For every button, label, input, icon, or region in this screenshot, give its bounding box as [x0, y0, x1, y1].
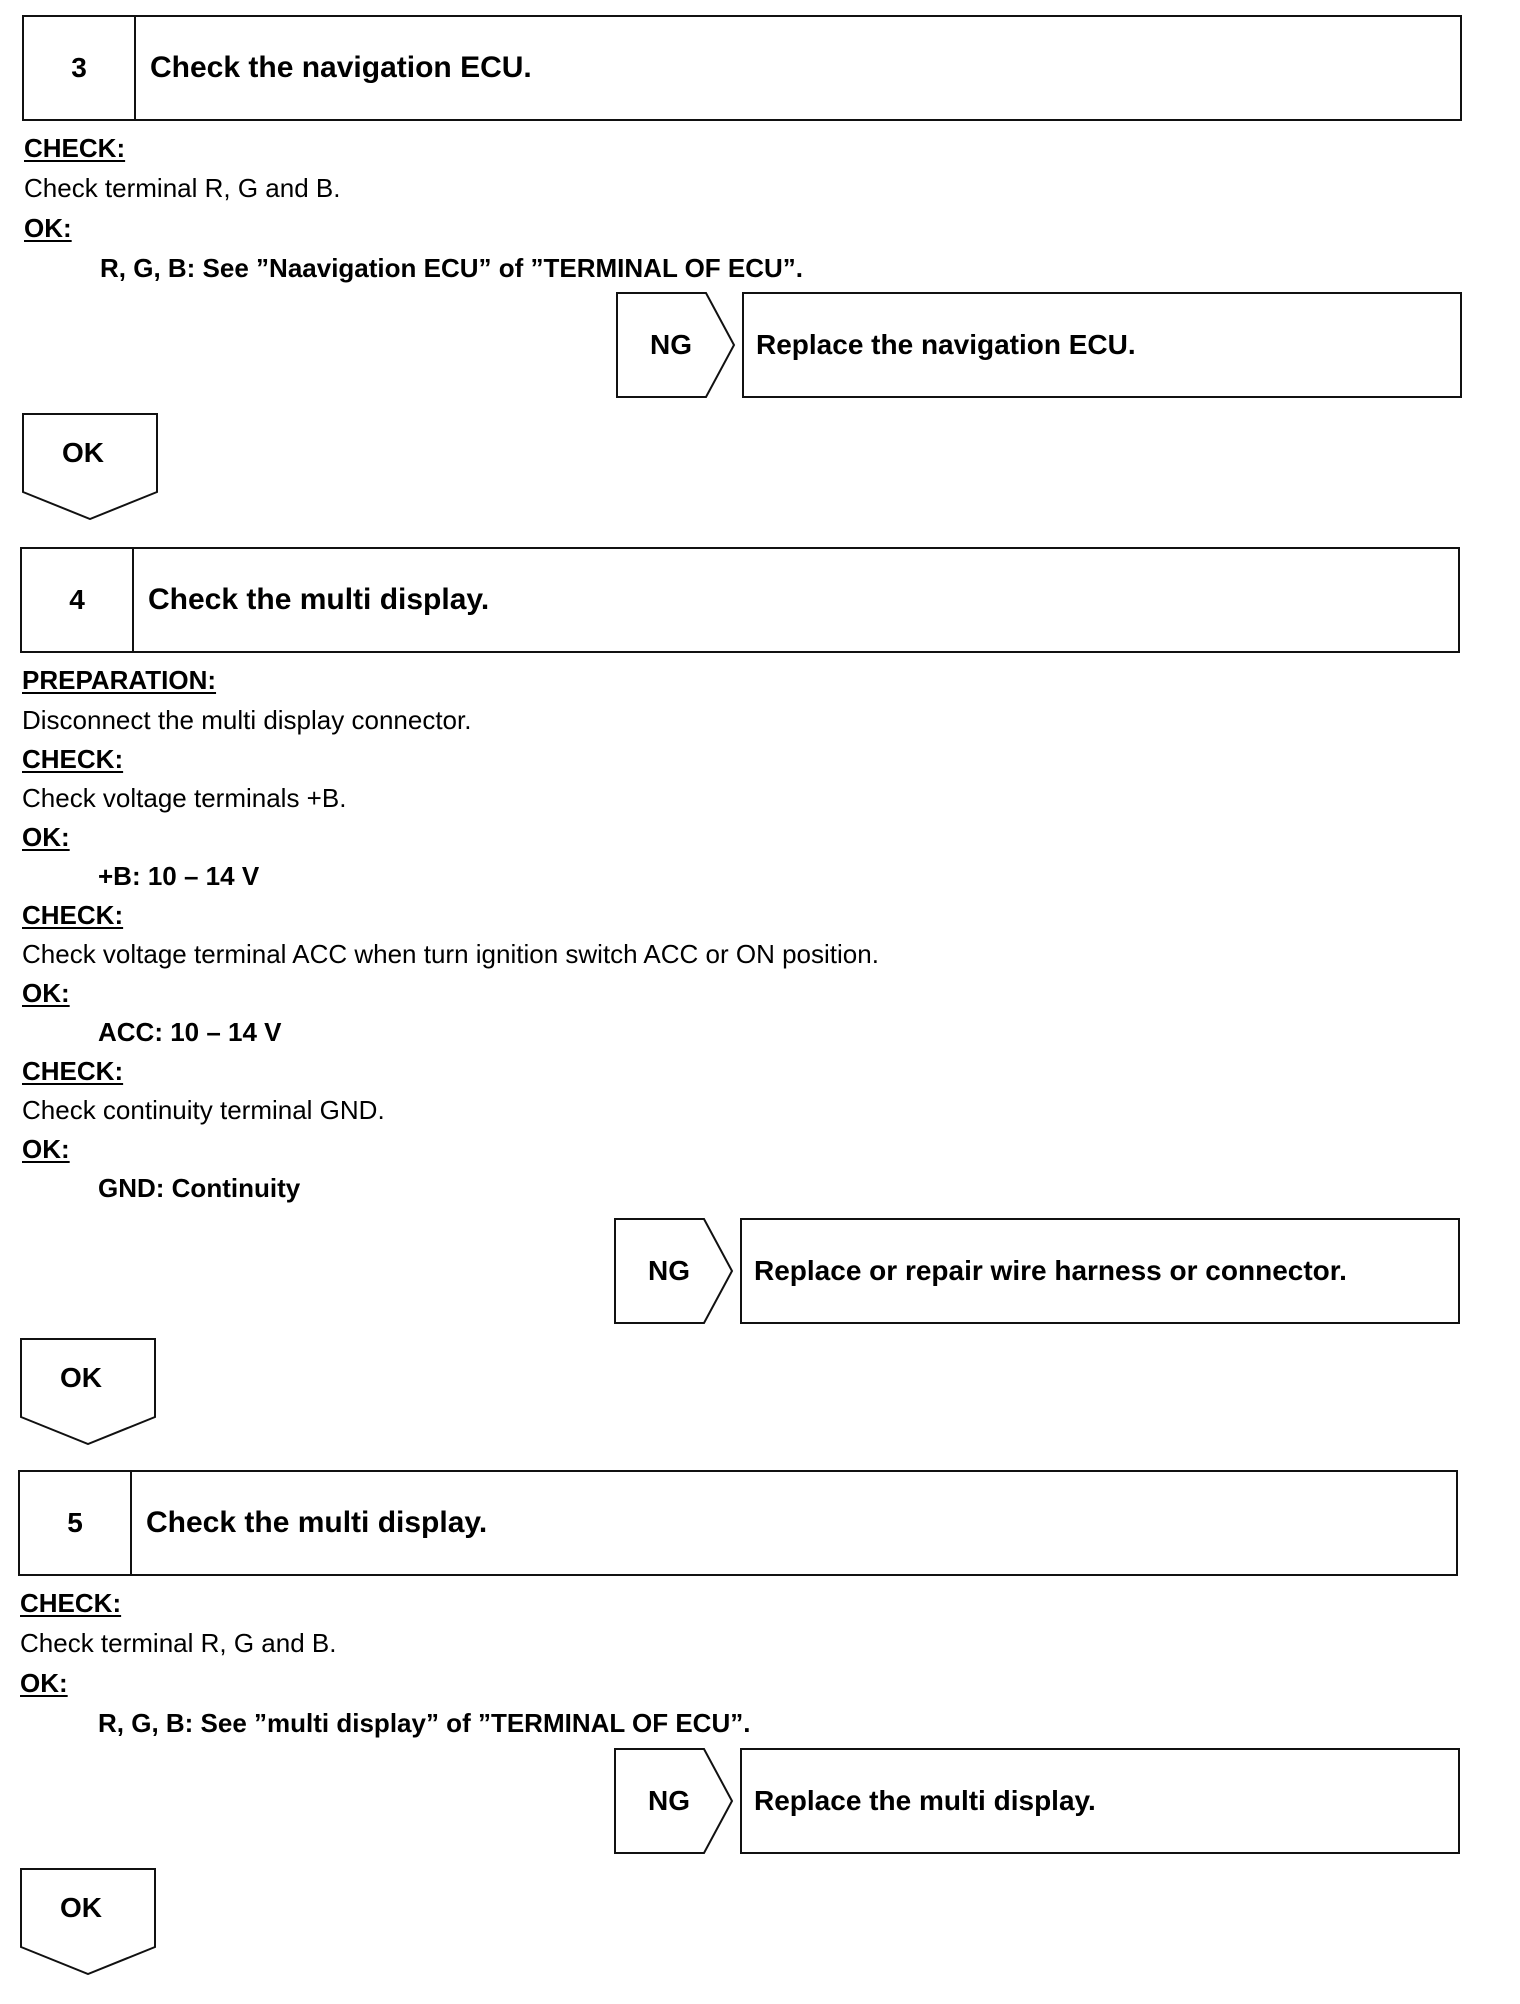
step-4-number: 4: [22, 549, 134, 651]
step-3-ok-spec: R, G, B: See ”Naavigation ECU” of ”TERMINAL OF ECU”.: [100, 253, 804, 283]
step-4-prep-label: PREPARATION:: [22, 665, 217, 695]
step-4-ng-arrow: [614, 1218, 734, 1324]
step-5-ok-arrow-label: OK: [60, 1892, 102, 1923]
step-4-ok1-spec: +B: 10 – 14 V: [98, 861, 260, 891]
step-4-ok3-spec: GND: Continuity: [98, 1173, 301, 1203]
step-4-check3-label: CHECK:: [22, 1056, 124, 1086]
step-4-ng-action: Replace or repair wire harness or connector.: [754, 1255, 1347, 1286]
step-4-check1-label: CHECK:: [22, 744, 124, 774]
step-3-ok-arrow-label: OK: [62, 437, 104, 468]
step-4-title: Check the multi display.: [148, 583, 490, 616]
step-3-check-text: Check terminal R, G and B.: [24, 173, 341, 203]
step-4-check1-text: Check voltage terminals +B.: [22, 783, 347, 813]
step-4-ok3-label: OK:: [22, 1134, 70, 1164]
step-5-ng-action: Replace the multi display.: [754, 1785, 1096, 1816]
step-5-ok-spec: R, G, B: See ”multi display” of ”TERMINAL OF ECU”.: [98, 1708, 751, 1738]
step-5-check-label: CHECK:: [20, 1588, 122, 1618]
step-4-check2-label: CHECK:: [22, 900, 124, 930]
step-4-ok1-label: OK:: [22, 822, 70, 852]
step-4-header: [20, 547, 1460, 653]
step-4-check3-text: Check continuity terminal GND.: [22, 1095, 385, 1125]
step-5-header: [18, 1470, 1458, 1576]
step-4-ok2-label: OK:: [22, 978, 70, 1008]
step-4-check2-text: Check voltage terminal ACC when turn ignition switch ACC or ON position.: [22, 939, 879, 969]
step-5-ng-label: NG: [648, 1785, 690, 1816]
step-5-ok-label: OK:: [20, 1668, 68, 1698]
step-3-title: Check the navigation ECU.: [150, 51, 532, 84]
step-3-ng-label: NG: [650, 329, 692, 360]
step-5-ng-arrow: [614, 1748, 734, 1854]
step-5-ng-action-box: [740, 1748, 1460, 1854]
step-5-check-text: Check terminal R, G and B.: [20, 1628, 337, 1658]
step-3-ng-action-box: [742, 292, 1462, 398]
step-3-ok-arrow: [22, 413, 158, 520]
step-5-ok-arrow: [20, 1868, 156, 1975]
step-4-ok-arrow: [20, 1338, 156, 1445]
step-4-ng-label: NG: [648, 1255, 690, 1286]
step-3-ng-action: Replace the navigation ECU.: [756, 329, 1136, 360]
step-3-ok-label: OK:: [24, 213, 72, 243]
step-4-ok2-spec: ACC: 10 – 14 V: [98, 1017, 282, 1047]
step-5-number: 5: [20, 1472, 132, 1574]
step-5-title: Check the multi display.: [146, 1506, 488, 1539]
step-3-check-label: CHECK:: [24, 133, 126, 163]
step-4-ok-arrow-label: OK: [60, 1362, 102, 1393]
step-3-ng-arrow: [616, 292, 736, 398]
step-3-number: 3: [24, 17, 136, 119]
step-4-ng-action-box: [740, 1218, 1460, 1324]
step-4-prep-text: Disconnect the multi display connector.: [22, 705, 472, 735]
step-3-header: [22, 15, 1462, 121]
